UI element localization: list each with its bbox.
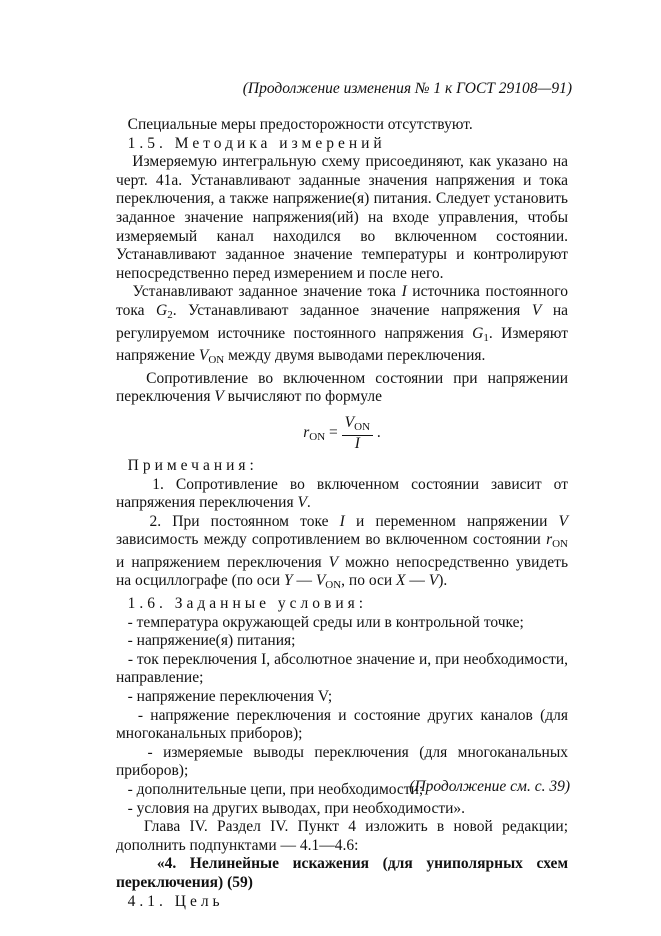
paragraph-resistance: Сопротивление во включенном состоянии при напряжении переключения V вычисляют по формуле	[116, 369, 569, 406]
condition-item: - ток переключения I, абсолютное значение и, при необходимости, направление;	[116, 650, 569, 687]
paragraph-precautions: Специальные меры предосторожности отсутствуют.	[127, 116, 473, 133]
condition-item: - напряжение переключения и состояние других каналов (для многоканальных приборов);	[116, 706, 569, 743]
note-2: 2. При постоянном токе I и переменном напряжении V зависимость между сопротивлением во включенном состоянии $r_{ON}$ и напряжением переключения V можно непосредственно увидеть на осциллографе (по оси Y — $V_{ON}$, по оси X — V).	[116, 512, 569, 592]
formula-r-on: $r_{ON}$ = $\frac{V_{ON}}{I}$ .	[303, 413, 381, 452]
paragraph-set-current: Устанавливают заданное значение тока I источника постоянного тока $G_2$. Устанавливают заданное значение напряжения V на регулируемом источнике постоянного напряжения $G_1$. Измеряют напряжение $V_{ON}$ между двумя выводами переключения.	[116, 283, 569, 367]
heading-1-5: 1.5. Методика измерений	[127, 134, 386, 152]
heading-4-1: 4.1. Цель	[127, 892, 224, 910]
note-1: 1. Сопротивление во включенном состоянии зависит от напряжения переключения V.	[116, 475, 569, 512]
condition-item: - напряжение(я) питания;	[127, 632, 296, 650]
paragraph-method: Измеряемую интегральную схему присоединяют, как указано на черт. 41а. Устанавливают заданные значения напряжения и тока переключения, а также напряжение(я) питания. Следует установить заданное значение напряжения(ий) на входе управления, чтобы измеряемый канал находился во включенном состоянии. Устанавливают заданное значение температуры и контролируют непосредственно перед измерением и после него.	[116, 153, 568, 282]
formula-fraction: $\frac{V_{ON}}{I}$	[342, 415, 373, 452]
condition-item: - условия на других выводах, при необходимости».	[127, 799, 466, 817]
section-4-title: «4. Нелинейные искажения (для униполярных схем переключения) (59)	[116, 855, 568, 891]
condition-item: - измеряемые выводы переключения (для многоканальных приборов);	[116, 743, 569, 780]
condition-item: - температура окружающей среды или в контрольной точке;	[127, 613, 524, 631]
heading-1-6: 1.6. Заданные условия:	[127, 595, 368, 613]
notes-title: Примечания:	[127, 456, 258, 474]
condition-item: - дополнительные цепи, при необходимости;	[127, 781, 424, 798]
paragraph-chapter: Глава IV. Раздел IV. Пункт 4 изложить в новой редакции; дополнить подпунктами — 4.1—4.6:	[116, 818, 568, 854]
page-footer: (Продолжение см. с. 39)	[409, 778, 570, 795]
page-header: (Продолжение изменения № 1 к ГОСТ 29108—91)	[242, 80, 572, 97]
condition-item: - напряжение переключения V;	[127, 688, 333, 706]
